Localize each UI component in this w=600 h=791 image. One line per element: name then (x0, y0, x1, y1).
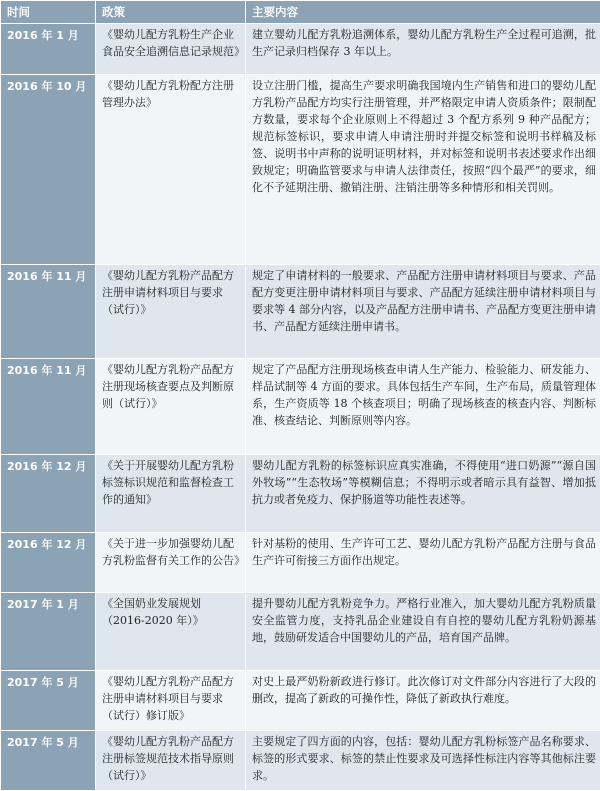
row-date: 2016 年 10 月 (1, 75, 96, 265)
row-content: 主要规定了四方面的内容，包括：婴幼儿配方乳粉标签产品名称要求、标签的形式要求、标签的禁止性要求及可选择性标注内容等其他标注要求。 (246, 731, 600, 791)
row-policy: 《婴幼儿配方乳粉产品配方注册申请材料项目与要求（试行）》 (96, 265, 246, 359)
row-policy: 《关于进一步加强婴幼儿配方乳粉监督有关工作的公告》 (96, 533, 246, 593)
row-policy: 《婴幼儿配方乳粉配方注册管理办法》 (96, 75, 246, 265)
row-content: 提升婴幼儿配方乳粉竞争力。严格行业准入，加大婴幼儿配方乳粉质量安全监管力度，支持乳品企业建设自有自控的婴幼儿配方乳粉奶源基地，鼓励研发适合中国婴幼儿的产品，培育国产品牌。 (246, 593, 600, 671)
table-row (1, 265, 600, 359)
row-date: 2016 年 12 月 (1, 533, 96, 593)
table-row (1, 75, 600, 265)
row-content: 规定了产品配方注册现场核查申请人生产能力、检验能力、研发能力、样品试制等 4 方面的要求。具体包括生产车间，生产布局，质量管理体系，生产资质等 18 个核查项目；明确了现场核查的核查内容、判断标准、核查结论、判断原则等内容。 (246, 359, 600, 455)
row-policy: 《全国奶业发展规划（2016-2020 年）》 (96, 593, 246, 671)
table-header-row (1, 1, 600, 24)
table-row (1, 359, 600, 455)
header-policy: 政策 (96, 1, 246, 24)
table-row (1, 24, 600, 75)
row-date: 2017 年 1 月 (1, 593, 96, 671)
row-date: 2017 年 5 月 (1, 731, 96, 791)
row-content: 婴幼儿配方乳粉的标签标识应真实准确，不得使用“进口奶源”“源自国外牧场”“生态牧场”等模糊信息；不得明示或者暗示具有益智、增加抵抗力或者免疫力、保护肠道等功能性表述等。 (246, 455, 600, 533)
row-content: 对史上最严奶粉新政进行修订。此次修订对文件部分内容进行了大段的删改，提高了新政的可操作性，降低了新政执行难度。 (246, 671, 600, 731)
table-row (1, 593, 600, 671)
table-row (1, 455, 600, 533)
table-row (1, 731, 600, 791)
row-policy: 《关于开展婴幼儿配方乳粉标签标识规范和监督检查工作的通知》 (96, 455, 246, 533)
row-date: 2016 年 11 月 (1, 265, 96, 359)
row-content: 建立婴幼儿配方乳粉追溯体系，婴幼儿配方乳粉生产全过程可追溯，批生产记录归档保存 3 年以上。 (246, 24, 600, 75)
row-date: 2016 年 12 月 (1, 455, 96, 533)
header-content: 主要内容 (246, 1, 600, 24)
row-policy: 《婴幼儿配方乳粉生产企业食品安全追溯信息记录规范》 (96, 24, 246, 75)
row-date: 2016 年 11 月 (1, 359, 96, 455)
table-row (1, 533, 600, 593)
row-date: 2017 年 5 月 (1, 671, 96, 731)
row-policy: 《婴幼儿配方乳粉产品配方注册申请材料项目与要求（试行）修订版》 (96, 671, 246, 731)
row-policy: 《婴幼儿配方乳粉产品配方注册现场核查要点及判断原则（试行）》 (96, 359, 246, 455)
row-date: 2016 年 1 月 (1, 24, 96, 75)
row-policy: 《婴幼儿配方乳粉产品配方注册标签规范技术指导原则（试行）》 (96, 731, 246, 791)
row-content: 规定了申请材料的一般要求、产品配方注册申请材料项目与要求、产品配方变更注册申请材料项目与要求、产品配方延续注册申请材料项目与要求等 4 部分内容，以及产品配方注册申请书、产品配方变更注册申请书、产品配方延续注册申请书。 (246, 265, 600, 359)
row-content: 针对基粉的使用、生产许可工艺、婴幼儿配方乳粉产品配方注册与食品生产许可衔接三方面作出规定。 (246, 533, 600, 593)
row-content: 设立注册门槛，提高生产要求明确我国境内生产销售和进口的婴幼儿配方乳粉产品配方均实行注册管理，并严格限定申请人资质条件；限制配方数量，要求每个企业原则上不得超过 3 个配方系列 9 种产品配方；规范标签标识，要求申请人申请注册时并提交标签和说明书样稿及标签、说明书中声称的说明证明材料，并对标签和说明书表述要求作出细致规定；明确监管要求与申请人法律责任，按照“四个最严”的要求，细化不予延期注册、撤销注册、注销注册等多种情形和相关罚则。 (246, 75, 600, 265)
table-row (1, 671, 600, 731)
header-time: 时间 (1, 1, 96, 24)
